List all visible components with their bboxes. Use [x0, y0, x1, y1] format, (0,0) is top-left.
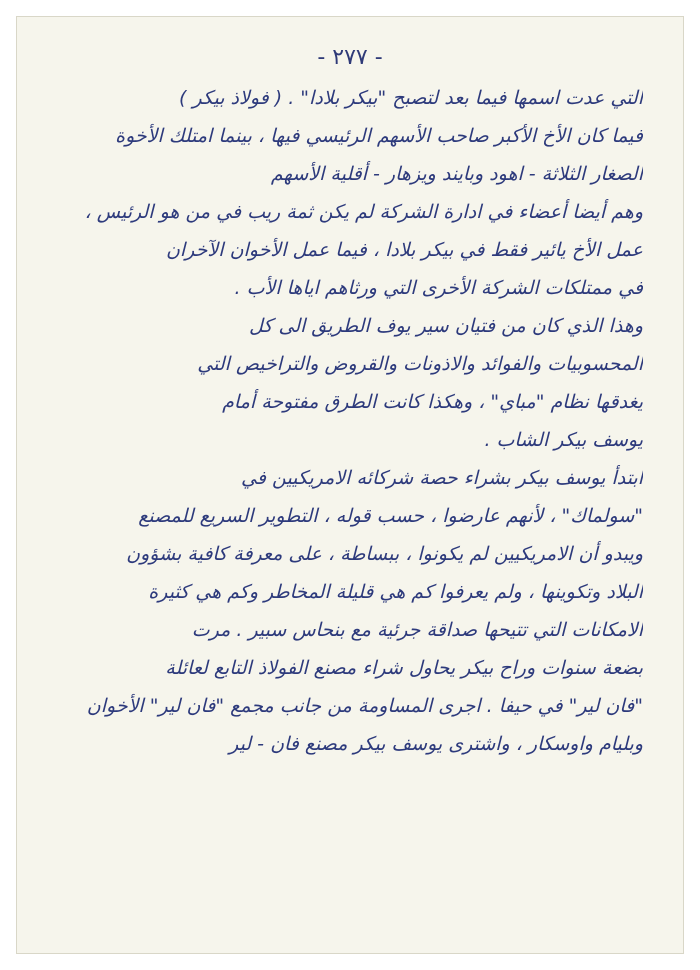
- handwritten-text-block: [57, 79, 643, 763]
- text-line-12: "سولماك" ، لأنهم عارضوا ، حسب قوله ، التطوير السريع للمصنع: [138, 505, 643, 527]
- text-line-18: وبليام واوسكار ، واشترى يوسف بيكر مصنع فان - لير: [229, 733, 643, 755]
- text-line-4: وهم أيضا أعضاء في ادارة الشركة لم يكن ثمة ريب في من هو الرئيس ،: [84, 201, 643, 223]
- text-line-14: البلاد وتكوينها ، ولم يعرفوا كم هي قليلة المخاطر وكم هي كثيرة: [148, 581, 643, 603]
- text-line-16: بضعة سنوات وراح بيكر يحاول شراء مصنع الفولاذ التابع لعائلة: [165, 657, 643, 679]
- text-line-3: الصغار الثلاثة - اهود وبايند ويزهار - أقلية الأسهم: [270, 163, 643, 185]
- page-number: - ٢٧٧ -: [317, 45, 383, 70]
- text-line-13: ويبدو أن الامريكيين لم يكونوا ، ببساطة ، على معرفة كافية بشؤون: [126, 543, 643, 565]
- text-line-10: يوسف بيكر الشاب .: [484, 429, 643, 451]
- text-line-8: المحسوبيات والفوائد والاذونات والقروض والتراخيص التي: [197, 353, 643, 375]
- manuscript-page: [16, 16, 684, 954]
- text-line-11: ابتدأ يوسف بيكر بشراء حصة شركائه الامريكيين في: [241, 467, 643, 489]
- text-line-9: يغدقها نظام "مباي" ، وهكذا كانت الطرق مفتوحة أمام: [222, 391, 643, 413]
- text-line-7: وهذا الذي كان من فتيان سير يوف الطريق الى كل: [249, 315, 643, 337]
- text-line-17: "فان لير" في حيفا . اجرى المساومة من جانب مجمع "فان لير" الأخوان: [86, 695, 643, 717]
- text-line-1: التي عدت اسمها فيما بعد لتصبح "بيكر بلادا" . ( فولاذ بيكر ): [179, 87, 643, 109]
- text-line-5: عمل الأخ يائير فقط في بيكر بلادا ، فيما عمل الأخوان الآخران: [165, 239, 643, 261]
- text-line-2: فيما كان الأخ الأكبر صاحب الأسهم الرئيسي فيها ، بينما امتلك الأخوة: [115, 125, 643, 147]
- text-line-15: الامكانات التي تتيحها صداقة جرئية مع بنحاس سبير . مرت: [191, 619, 643, 641]
- text-line-6: في ممتلكات الشركة الأخرى التي ورثاهم اياها الأب .: [234, 277, 643, 299]
